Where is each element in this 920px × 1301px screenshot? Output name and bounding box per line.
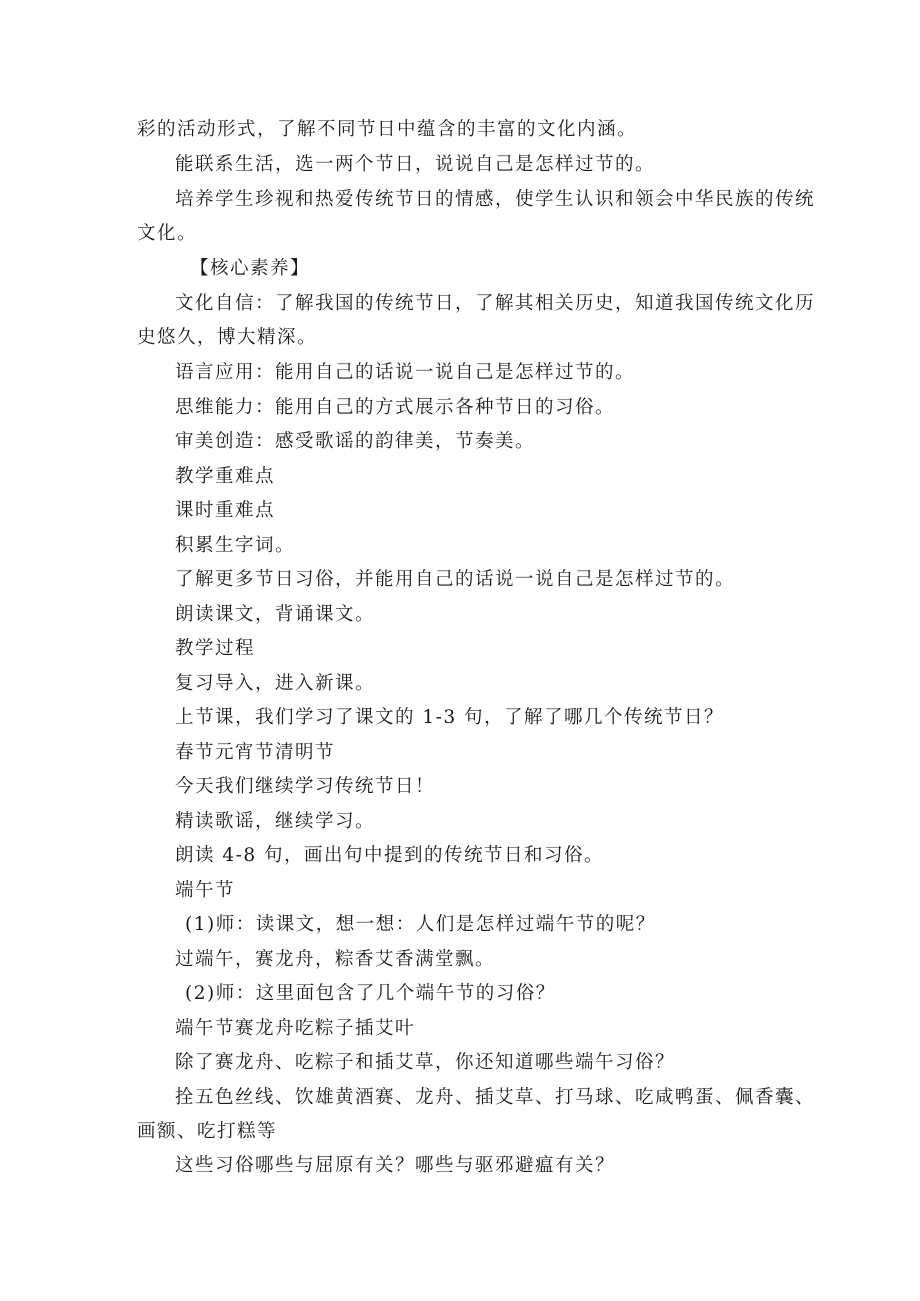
text-line: 培养学生珍视和热爱传统节日的情感，使学生认识和领会中华民族的传统 bbox=[175, 189, 816, 210]
text-line: 复习导入，进入新课。 bbox=[175, 673, 376, 694]
text-line: 春节元宵节清明节 bbox=[175, 742, 336, 763]
text-line: 朗读 4-8 句，画出句中提到的传统节日和习俗。 bbox=[175, 845, 605, 866]
text-line: 审美创造：感受歌谣的韵律美，节奏美。 bbox=[175, 431, 536, 452]
text-line: 积累生字词。 bbox=[175, 535, 296, 556]
text-line: 拴五色丝线、饮雄黄酒赛、龙舟、插艾草、打马球、吃咸鸭蛋、佩香囊、 bbox=[175, 1087, 816, 1108]
text-line: 这些习俗哪些与屈原有关？哪些与驱邪避瘟有关？ bbox=[175, 1155, 616, 1176]
text-line: 上节课，我们学习了课文的 1-3 句，了解了哪几个传统节日？ bbox=[175, 707, 725, 728]
section-heading: 教学过程 bbox=[175, 638, 256, 659]
text-line: 今天我们继续学习传统节日！ bbox=[175, 776, 436, 797]
section-heading: 课时重难点 bbox=[175, 500, 276, 521]
section-heading: 教学重难点 bbox=[175, 466, 276, 487]
text-line: 文化。 bbox=[137, 223, 198, 244]
text-line: 史悠久，博大精深。 bbox=[137, 327, 318, 348]
text-line: 端午节 bbox=[175, 880, 236, 901]
text-line: 除了赛龙舟、吃粽子和插艾草，你还知道哪些端午习俗？ bbox=[175, 1052, 676, 1073]
text-line: 画额、吃打糕等 bbox=[137, 1121, 278, 1142]
text-line: 彩的活动形式，了解不同节日中蕴含的丰富的文化内涵。 bbox=[137, 119, 638, 140]
text-line: 思维能力：能用自己的方式展示各种节日的习俗。 bbox=[175, 397, 616, 418]
text-line: 了解更多节日习俗，并能用自己的话说一说自己是怎样过节的。 bbox=[175, 569, 736, 590]
text-line: (1)师：读课文，想一想：人们是怎样过端午节的呢？ bbox=[185, 914, 656, 935]
text-line: 语言应用：能用自己的话说一说自己是怎样过节的。 bbox=[175, 362, 636, 383]
text-line: 文化自信：了解我国的传统节日，了解其相关历史，知道我国传统文化历 bbox=[175, 293, 816, 314]
text-line: 端午节赛龙舟吃粽子插艾叶 bbox=[175, 1018, 416, 1039]
section-heading: 【核心素养】 bbox=[190, 258, 311, 279]
text-line: 能联系生活，选一两个节日，说说自己是怎样过节的。 bbox=[175, 154, 656, 175]
text-line: 朗读课文，背诵课文。 bbox=[175, 604, 376, 625]
text-line: (2)师：这里面包含了几个端午节的习俗？ bbox=[185, 983, 556, 1004]
text-line: 过端午，赛龙舟，粽香艾香满堂飘。 bbox=[175, 949, 496, 970]
text-line: 精读歌谣，继续学习。 bbox=[175, 811, 376, 832]
